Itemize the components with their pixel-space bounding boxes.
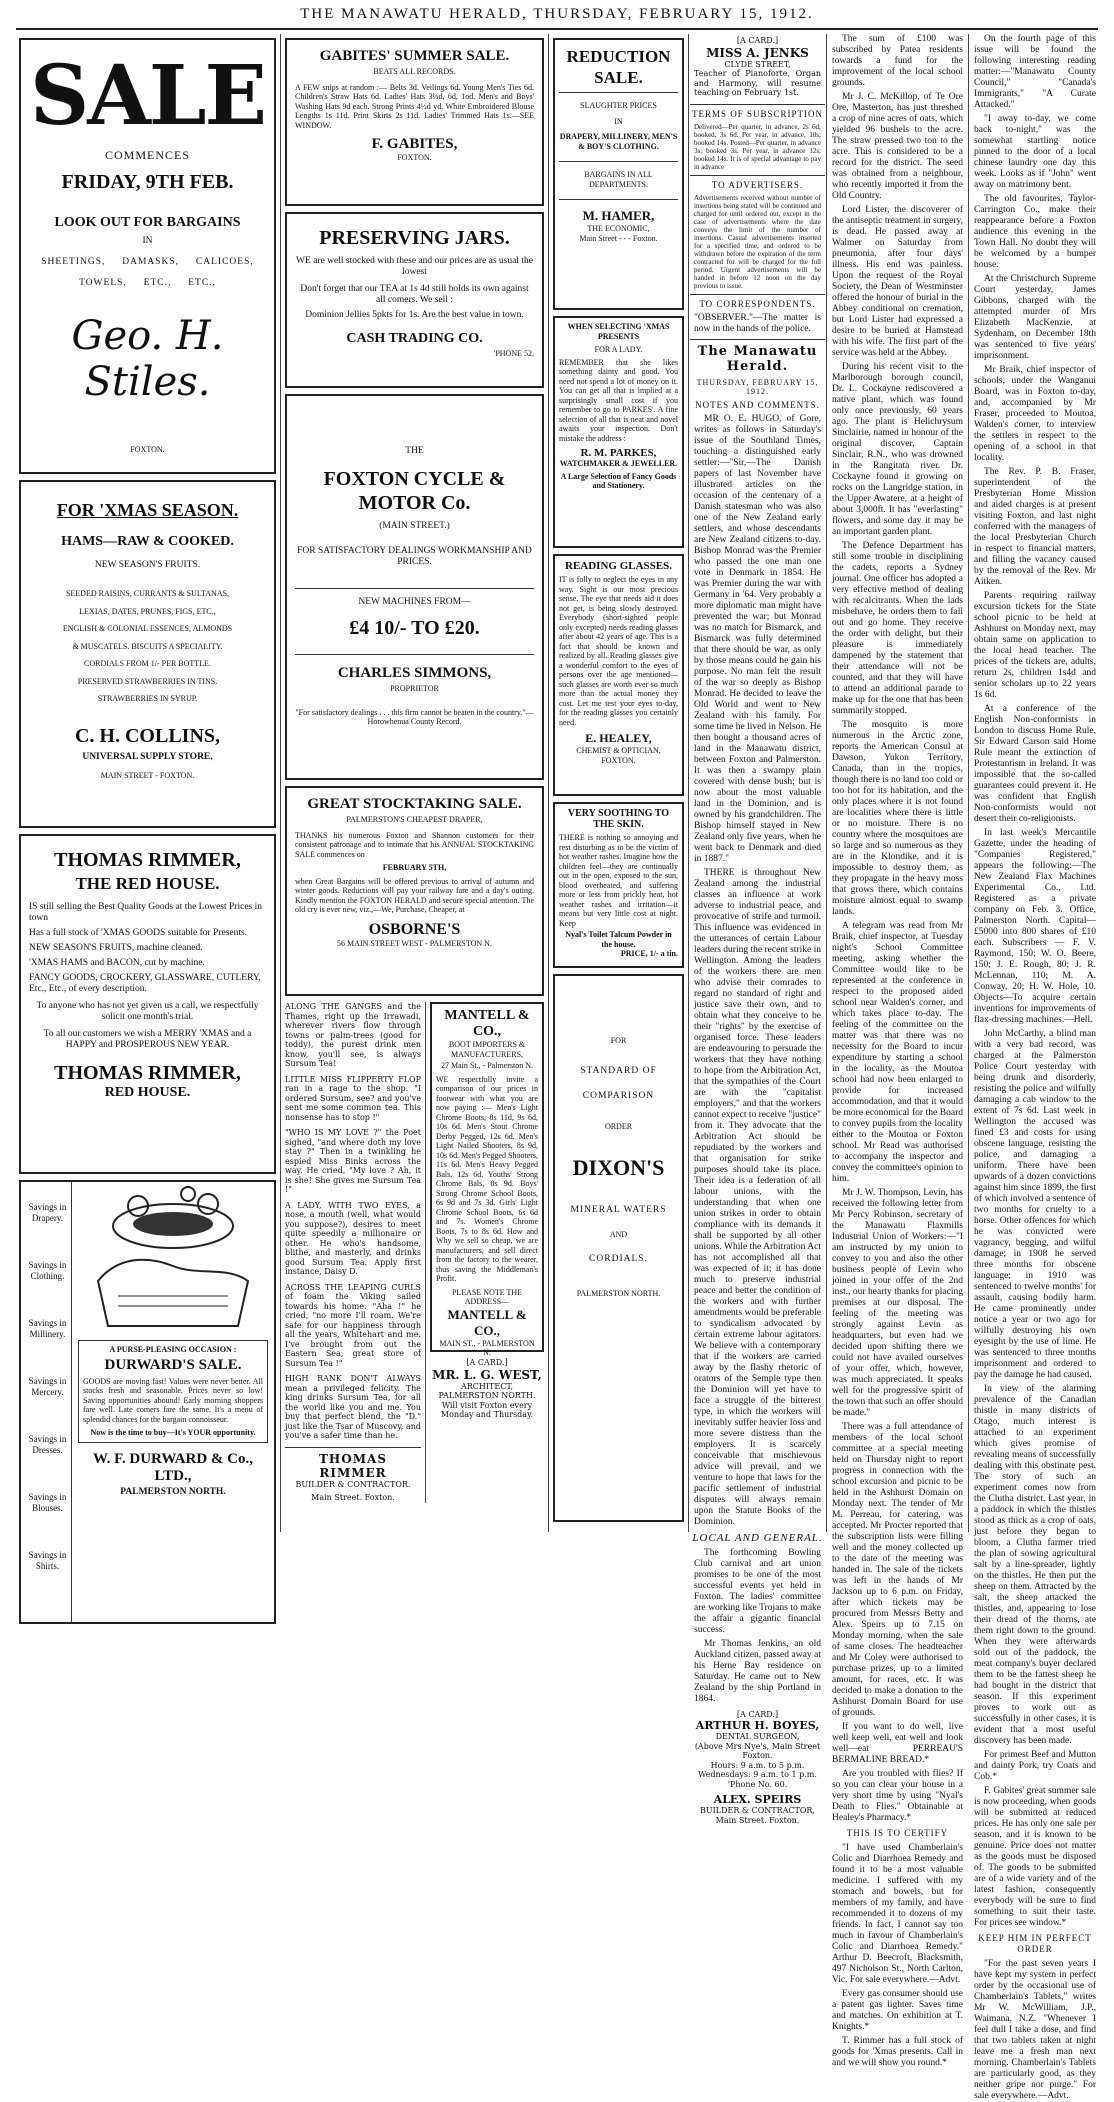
stock-name: OSBORNE'S bbox=[368, 920, 461, 938]
notes-para: THERE is throughout New Zealand among the industrial classes an influence at work adverse to industrial peace, and provocative of strife and turmoil. This influence was evidenced in the utterances of certain Labour leaders during the recent strike in Wellington. Among the leaders of the workers there are men who advise their comrades to regard no standard of right and justice save their own, and to obtain what they conceive to be their "rights" by the exercise of organised force. These leaders are endeavouring to persuade the workers that they have nothing to hope from the Arbitration Act, that the sympathies of the Court are with the "capitalist employers," and that the workers cannot expect to receive "justice" from it. They advocate that the Arbitration Act should be repudiated by the workers and that organisation for strike purposes should take its place. Their idea is a federation of all labour unions, with the understanding that when one union strikes in order to obtain compliance with its demands it shall be supported by all other unions. While the Arbitration Act has not accomplished all that was expected of it; it has done much to preserve industrial peace and better the condition of the workers and with further amendments would be preferable to syndicalism advocated by certain extreme labour agitators. We believe with a contemporary that if the workers are carried away by the flashy rhetoric of orators of the Semple type then the Dominion will yet have to face a struggle of the bitterest type, in which the workers will inevitably suffer heavier loss and more severe distress than the employers. It is scarcely conceivable that mischievous advice will prevail, and we venture to hope that laws for the pacific settlement of industrial disputes will always remain upon the Statute Books of the Dominion. bbox=[694, 867, 821, 1527]
news-para: "I have used Chamberlain's Colic and Diarrhoea Remedy and found it to be a most valuable medicine. I suffered with my stomach and bowels, but for members of my family, and have recommended it to dozens of my friends. In fact, I cannot say too much in favour of Chamberlain's Colic and Diarrhoea Remedy." Arthur D. Beecroft, Blacksmith, 497 Nicholson St., North Carlton, Vic. For sale everywhere.—Advt. bbox=[832, 1843, 963, 1985]
jenks-street: CLYDE STREET, bbox=[724, 59, 791, 69]
news-para: The Defence Department has still some trouble in disciplining the cadets, reports a Sydney journal. One officer has adopted a very effective method of dealing with recalcitrants. When the lads misbehave, he orders them to fall out and go home. They receive the order with delight, but their pleasure is immediately dampened by the statement that their attendance will not be counted, and that they will have to attend an additional parade to make up for the one that has been summarily stopped. bbox=[832, 541, 963, 716]
notes-para: MR O. E. HUGO, of Gore, writes as follows in Saturday's issue of the Southland Times, touching a distinguished early settler:—"Sir,—The Danish papers of last November have illustrated articles on the occasion of the centenary of a Danish statesman who was also one of the New Zealand early settlers, and whose descendants are New Zealand citizens to-day. Bishop Monrad was the Premier who passed the one man one vote in Denmark in 1854. He was Premier during the war with Germany in '64. Very probably a more diplomatic man might have prevented the war; but Monrad was no match for Bismarck, and Bismarck was fully determined that there should be war, as only by those means could he gain his purpose. No man felt the result of the war so deeply as Bishop Monrad. He decided to leave the Old World and went to New Zealand with his family. For some time he lived in Nelson. He then bought a thousand acres of land in the Manawatu district, between Foxton and Palmerston. It was then a swampy plain covered with dense bush; but is now about the most valuable land in the Dominion, and is owned by his grandchildren. The Bishop himself stayed in New Zealand only five years, when he went back to Denmark and died in 1887." bbox=[694, 413, 821, 864]
news-para: The old favourites, Taylor-Carrington Co., make their reappearance before a Foxton audience this evening in the Town Hall. No doubt they will be welcomed by a bumper house. bbox=[974, 194, 1096, 270]
savings-label: Savings in Clothing. bbox=[28, 1260, 67, 1281]
speirs-title: ALEX. SPEIRS bbox=[713, 1793, 802, 1806]
sale-items-1: SHEETINGS, DAMASKS, CALICOES, bbox=[41, 257, 254, 267]
collins-store: UNIVERSAL SUPPLY STORE, bbox=[82, 751, 213, 762]
durward-addr: PALMERSTON NORTH. bbox=[120, 1486, 226, 1497]
soothing-product: Nyal's Toilet Talcum Powder in the house. bbox=[565, 930, 672, 949]
cycle-quote: "For satisfactory dealings . . . this firm cannot be beaten in the country."—Horowhenua County Record. bbox=[295, 707, 534, 726]
foxton-cycle-ad bbox=[285, 394, 544, 780]
notes-body bbox=[690, 414, 825, 1528]
reduction-name: M. HAMER, bbox=[582, 208, 655, 223]
glasses-title: READING GLASSES. bbox=[565, 560, 672, 572]
mantell-ad bbox=[430, 1002, 544, 1357]
reduction-rule bbox=[559, 199, 678, 200]
boyes-card bbox=[690, 1708, 825, 1792]
news-para: The mosquito is more numerous in the Arctic zone, reports the American Consul at Dawson, Yukon Territory, Canada, than in the tropics, though there is no land too cold or too hot for its habitation, and the only places where it is not found are localities where there is little or no moisture. There is no country where the mosquitoes are so large and so numerous as they are in the Klondike, and it is impossible to destroy them, as they propagate in the heavy moss that grows there, which contains moisture almost equal to swamp lands. bbox=[832, 720, 963, 917]
stiles-signature: Geo. H. Stiles. bbox=[71, 313, 224, 405]
news-para: The sum of £100 was subscribed by Patea residents towards a fund for the improvement of the local school grounds. bbox=[832, 34, 963, 88]
jars-title: PRESERVING JARS. bbox=[319, 227, 510, 249]
column-divider bbox=[968, 34, 969, 1532]
mantell-addr-2: MAIN ST., - PALMERSTON N. bbox=[439, 1338, 535, 1357]
west-sub: ARCHITECT, bbox=[460, 1381, 514, 1391]
column-5 bbox=[828, 34, 967, 2068]
rimmer-p4: 'XMAS HAMS and BACON, cut by machine. bbox=[29, 958, 205, 968]
rimmer-house: THE RED HOUSE. bbox=[75, 874, 220, 893]
boyes-sub: DENTAL SURGEON, bbox=[715, 1732, 800, 1741]
section-rule bbox=[690, 104, 825, 105]
rimmer-red-house-ad bbox=[19, 834, 276, 1174]
cycle-prop: PROPRIETOR bbox=[390, 684, 439, 693]
jenks-card-label: [A CARD.] bbox=[736, 36, 779, 45]
herald-title: The Manawatu Herald. bbox=[697, 343, 818, 374]
collins-name: C. H. COLLINS, bbox=[74, 724, 221, 747]
rimmer-p5: FANCY GOODS, CROCKERY, GLASSWARE, CUTLERY, Etc., Etc., of every description. bbox=[29, 973, 261, 994]
jenks-card bbox=[690, 34, 825, 100]
cycle-street: (MAIN STREET.) bbox=[379, 521, 450, 531]
savings-labels bbox=[21, 1182, 72, 1622]
parkes-trade: WATCHMAKER & JEWELLER. bbox=[559, 459, 678, 468]
gabites-title: GABITES' SUMMER SALE. bbox=[319, 48, 510, 64]
news-para: Mr J. C. McKillop, of Te Ore Ore, Masterton, has just threshed a crop of nine acres of oats, which yielded 96 bushels to the acre. The straw pressed two ton to the acre. This is considered to be a record for the district. The seed was obtained from a neighbour, who recently imported it from the Old Country. bbox=[832, 92, 963, 201]
stock-date: FEBRUARY 5TH, bbox=[382, 863, 447, 872]
gabites-ad bbox=[285, 38, 544, 206]
jars-p2: Don't forget that our TEA at 1s 4d still holds its own against all comers. We sell : bbox=[300, 284, 529, 305]
durward-now: Now is the time to buy—It's YOUR opportunity. bbox=[90, 1428, 256, 1437]
mantell-title: MANTELL & CO., bbox=[444, 1008, 530, 1039]
reduction-addr: Main Street - - - Foxton. bbox=[579, 233, 658, 243]
mantell-addr: 27 Main St., - Palmerston N. bbox=[441, 1061, 533, 1070]
jars-p3: Dominion Jellies 5pkts for 1s. Are the best value in town. bbox=[305, 310, 524, 320]
jars-p1: WE are well stocked with these and our prices are as usual the lowest bbox=[296, 256, 533, 277]
sursum-ad: A LADY, WITH TWO EYES, a nose, a mouth (well, what would you suppose?), desires to meet quite speedily a millionaire or other. He who's handsome, blithe, and masterly, and drinks good Sursum Tea. Apply first instance, Daisy D. bbox=[285, 1200, 421, 1276]
xmas-line-2: LEXIAS, DATES, PRUNES, FIGS, ETC., bbox=[79, 606, 216, 616]
speirs-sub: BUILDER & CONTRACTOR, bbox=[700, 1806, 815, 1815]
sursum-ad: ALONG THE GANGES and the Thames, right up the Irrawadi, wherever rivers flow through towns or palm-trees (good for toddy), the purest drink men know, you'll see, is always Sursum Tea! bbox=[285, 1002, 421, 1068]
cycle-prices: £4 10/- TO £20. bbox=[349, 617, 480, 639]
gabites-place: FOXTON. bbox=[397, 153, 432, 162]
rimmer-title-2: THOMAS RIMMER, bbox=[54, 1062, 241, 1084]
keep-title: KEEP HIM IN PERFECT ORDER bbox=[978, 1933, 1092, 1954]
news-para: At the Christchurch Supreme Court yesterday, James Gibbons, charged with the attempted murder of Mrs Elizabeth MacKenzie, at Sydenham, on December 18th was sentenced to five years' imprisonment. bbox=[974, 274, 1096, 361]
west-title: MR. L. G. WEST, bbox=[432, 1367, 542, 1382]
correspondents-body: "OBSERVER."—The matter is now in the hands of the police. bbox=[694, 312, 821, 334]
collins-addr: MAIN STREET - FOXTON. bbox=[100, 770, 195, 780]
parkes-sel: A Large Selection of Fancy Goods and Stationery. bbox=[560, 471, 677, 490]
column-divider bbox=[688, 34, 689, 1532]
boyes-card-label: [A CARD.] bbox=[736, 1709, 779, 1719]
gabites-body: A FEW snips at random :— Belts 3d. Veilings 6d. Young Men's Ties 6d. Children's Straw Hats 6d. Ladies' Hats 3½d, 6d, 1od. Men's and Boys' Washing Hats 9d each. Strong Prints 4½d yd. White Embroidered Blouse Lengths 1s 11d. Print Skirts 2s 11d. Ladies' Trimmed Hats 1s.—SEE WINDOW. bbox=[295, 82, 534, 130]
durward-head: A PURSE-PLEASING OCCASION : bbox=[109, 1345, 237, 1354]
xmas-line-7: STRAWBERRIES IN SYRUP. bbox=[97, 694, 198, 703]
jars-name: CASH TRADING CO. bbox=[346, 331, 483, 346]
certify-title: THIS IS TO CERTIFY bbox=[846, 1828, 949, 1838]
boyes-title: ARTHUR H. BOYES, bbox=[695, 1719, 820, 1732]
west-place: PALMERSTON NORTH. bbox=[438, 1391, 536, 1400]
news-para: For primest Beef and Mutton and dainty Pork, try Coats and Cob.* bbox=[974, 1750, 1096, 1782]
reduction-rule bbox=[559, 92, 678, 93]
column-6 bbox=[970, 34, 1100, 2101]
dixon-waters: MINERAL WATERS bbox=[570, 1205, 667, 1215]
collins-xmas-ad bbox=[19, 480, 276, 828]
masthead: THE MANAWATU HERALD, THURSDAY, FEBRUARY 15, 1912. bbox=[300, 6, 814, 22]
durward-sale-ad bbox=[19, 1180, 276, 1624]
speirs-card bbox=[690, 1791, 825, 1827]
news-para: Mr Braik, chief inspector of schools, under the Wanganui Board, was in Foxton to-day, and, accompanied by Mr Fraser, proceeded to Moutoa, Walden's corner, to interview the settlers in respect to the opening of a school in that locality. bbox=[974, 365, 1096, 463]
durward-name: W. F. DURWARD & Co., LTD., bbox=[92, 1450, 254, 1484]
west-card-label: [A CARD.] bbox=[466, 1358, 508, 1367]
hamer-reduction-ad bbox=[553, 38, 684, 310]
terms-title: TERMS OF SUBSCRIPTION bbox=[691, 108, 824, 119]
local-body bbox=[690, 1548, 825, 1705]
column-divider bbox=[548, 34, 549, 1532]
gabites-sub: BEATS ALL RECORDS. bbox=[373, 67, 456, 76]
rimmer-house-2: RED HOUSE. bbox=[104, 1085, 191, 1100]
news-para: Every gas consumer should use a patent gas lighter. Saves time and matches. On exhibition at T. Knights.* bbox=[832, 1989, 963, 2032]
advert-body: Advertisements received without number of insertions being stated will be continued and charged for until ordered out, except in the case of advertisements where the date conveys the limit of the number of insertions. Casual advertisements inserted for a specified time, and ordered to be withdrawn before the expiration of the term contracted for will be charged for the full period. Urgent advertisements will be handed in before 12 noon on the day previous to issue. bbox=[694, 193, 821, 290]
news-para: In view of the alarming prevalence of the Canadian thistle in many districts of Otago, much interest is attached to an experiment which gives promise of revealing means of successfully dealing with this obstinate pest. The story of such an experiment comes now from the Clutha district. Last year, in a paddock in which the thistles stood as thick as a crop of oats, just before they began to bloom, a Clutha farmer tried the plan of sowing agricultural salt by a line-spreader, lightly on the thistles. He then put the sheep on them. Attracted by the salt, the sheep attacked the thistles, and, appearing to lose their dread of the thorns, ate them right down to the ground. When they were afterwards sold out of the paddock, the meat company's buyer declared them to be the fattest sheep he had bought in the district that season. If this experiment proves to work out as successfully in other cases, it is evident that a most useful discovery has been made. bbox=[974, 1384, 1096, 1746]
stock-p2: when Great Bargains will be offered previous to arrival of autumn and winter goods. Reductions will pay your railway fare and a day's outing. Kindly mention the FOXTON HERALD and secure special attention. The old cry is ever new, viz.,—We, Purchase, Cheaper, at bbox=[295, 876, 534, 914]
cash-trading-ad bbox=[285, 212, 544, 388]
dixon-comparison: COMPARISON bbox=[582, 1090, 655, 1101]
news-para: Parents requiring railway excursion tickets for the State school picnic to be held at Ashhurst on Monday next, may obtain same on application to the local head teacher. The prices of the tickets are, adults, return 2s, children 1s4d and senior scholars up to 22 years 1s 6d. bbox=[974, 591, 1096, 700]
mantell-note: PLEASE NOTE THE ADDRESS— bbox=[451, 1287, 523, 1306]
sale-place: FOXTON. bbox=[130, 445, 165, 454]
mantell-and-west bbox=[426, 1002, 544, 1503]
glasses-body: IT is folly to neglect the eyes in any way. Sight is our most precious sense. The eye that needs aid it does not get, is being slowly destroyed. Everybody (short-sighted people only excepted) needs reading glasses after about 42 years of age. This is a fact that should be known and realized by all. Reading glasses give a wonderful comfort to the eyes of persons over the age mentioned—such glasses are worth ever so much more than the actual money they cost. Let me test your eyes to-day, for the reading glasses you certainly need. bbox=[559, 575, 678, 727]
news-para: At a conference of the English Non-conformists in London to discuss Home Rule, Sir Edward Carson said Home Rule meant the extinction of Protestantism in Ireland. It was impossible that the so-called guarantees could prevent it. He was confident that English Non-conformists would not desert their co-religionists. bbox=[974, 704, 1096, 824]
sale-lookout: LOOK OUT FOR BARGAINS bbox=[54, 215, 241, 230]
cycle-rule bbox=[295, 588, 534, 589]
reduction-rule bbox=[559, 161, 678, 162]
cycle-rule bbox=[295, 654, 534, 655]
section-rule bbox=[690, 339, 825, 340]
news-para: F. Gabites' great summer sale is now proceeding, when goods will be submitted at reduced prices. He has only one sale per season, and it is known to be genuine. Price does not matter as the goods must be disposed of. The goods to be submitted are of a wide variety and of the latest fashion, consequently everybody will be sure to find something to suit their taste. For prices see window.* bbox=[974, 1786, 1096, 1928]
glasses-trade: CHEMIST & OPTICIAN, bbox=[576, 746, 661, 755]
news-column-6 bbox=[970, 34, 1100, 2102]
news-para: A telegram was read from Mr Braik, chief inspector, at Tuesday night's School Committee meeting, asking whether the Committee would like to be represented at the conference in respect to the proposed aided school near Walden's corner, and which takes place to-day. The feeling of the committee on the matter was that there was no necessity for the Board to incur expenditure by starting a school in the locality, as the Moutoa school had now been enlarged to provide for increased accommodation, and that it would be more economical for the Board to convey pupils from the locality either to the Moutoa or Foxton school. Mr Read was authorised to accompany the inspector and convey the committee's opinion to him. bbox=[832, 921, 963, 1184]
stiles-sale-ad bbox=[19, 38, 276, 474]
boyes-phone: 'Phone No. 60. bbox=[727, 1779, 788, 1789]
jenks-body: Teacher of Pianoforte, Organ and Harmony, will resume teaching on February 1st. bbox=[694, 69, 821, 97]
sale-in: IN bbox=[142, 236, 153, 246]
news-para: There was a full attendance of members of the local school committee at a special meeting held on Thursday night to report progress in connection with the school excursion and picnic to be held in the Ashhurst Domain on Monday next. The tender of Mr M. Perreau, for catering, was accepted. Mr Procter reported that the subscription lists were filling well and the money collected up to the date of the meeting was handed in. The sale of the tickets was left in the hands of Mr Jackson up to 6 p.m. on Friday, after which tickets may be procured from Messrs Betty and Alex. Speirs up to 7.15 on Monday morning, when the sale of same closes. The headteacher and Mr Coley were authorised to purchase prizes, up to a limited amount, for races, etc. It was decided to make a donation to the Ashhurst Domain Board for use of grounds. bbox=[832, 1422, 963, 1718]
news-column-5 bbox=[828, 34, 967, 2069]
herald-date: THURSDAY, FEBRUARY 15, 1912. bbox=[696, 377, 819, 396]
parkes-lady: FOR A LADY. bbox=[594, 345, 643, 354]
news-para: The Rev. P. B. Fraser, superintendent of the Presbyterian Home Mission and aided charges is at present visiting Foxton, and last night conferred with the managers of the local Presbyterian Church in respect to financial matters, and filling the vacancy caused by the removal of the Rev. Mr Aitken. bbox=[974, 467, 1096, 587]
rimmer-builder-sub: BUILDER & CONTRACTOR. bbox=[295, 1479, 411, 1489]
mantell-body: WE respectfully invite a comparison of our prices in footwear with what you are now paying :— Men's Light Chrome Boots, 8s 11d, 9s 6d, 10s 6d. Men's Stout Chrome Derby Pegged, 12s 6d. Men's Light Nailed Shooters, 8s 9d, 10s 6d. Men's Pegged Shooters, 11s 6d. Men's Heavy Pegged Bals, 12s 6d. Youths' Strong Chrome Bals, 8s 9d. Boys' Strong Chrome School Boots, 6s 9d and 7s 3d. Girls' Light Chrome School Boots, 6s 6d and 7s. Women's Chrome Boots, 7s to 8s 6d. How and Why we sell so cheap, we are manufacturers, and sell direct from the factory to the wearer, thus saving the Middleman's Profit. bbox=[436, 1074, 538, 1283]
news-para: Lord Lister, the discoverer of the antiseptic treatment in surgery, is dead. He passed away at Walmer on Saturday from pneumonia, after four days' illness. His end was painless. Upon the request of the Royal Society, the Dean of Westminster offered the honour of burial in the Abbey conditional on cremation, but Lord Lister had expressed a desire to be buried at Hamstead with his wife. The first part of the service was held at the Abbey. bbox=[832, 205, 963, 358]
mantell-title-2: MANTELL & CO., bbox=[447, 1306, 527, 1338]
west-card bbox=[430, 1358, 544, 1420]
parkes-body: REMEMBER that she likes something dainty and good. You need not spend a lot of money on it. You can get all that is implied at a surprisingly small cost if you remember to go to PARKES'. A fine selection of all that is neat and novel awaits your inspection. Don't mistake the address : bbox=[559, 357, 678, 443]
mantell-sub: BOOT IMPORTERS & MANUFACTURERS, bbox=[448, 1040, 526, 1059]
local-title: LOCAL AND GENERAL. bbox=[692, 1531, 823, 1544]
xmas-line-6: PRESERVED STRAWBERRIES IN TINS. bbox=[77, 676, 218, 686]
soothing-body: THERE is nothing so annoying and rest disturbing as to be the victim of hot weather rashes. Imagine how the children feel—they are continually out in the open, exposed to the sun, blood overheated, and suffering more or less from prickly heat, hot weather rashes and irritation—it means but very little cost at night. Keep bbox=[559, 833, 678, 928]
dixon-name: DIXON'S bbox=[572, 1155, 665, 1180]
nyal-talcum-ad bbox=[553, 802, 684, 968]
sale-date: FRIDAY, 9TH FEB. bbox=[61, 171, 234, 193]
stock-title: GREAT STOCKTAKING SALE. bbox=[307, 796, 522, 812]
glasses-name: E. HEALEY, bbox=[585, 731, 652, 745]
durward-body: GOODS are moving fast! Values were never better. All stocks fresh and seasonable. Prices never so low! Saving opportunities abound! Early morning shoppers fare well. Late comers fare the same. It's a menu of splendid chances for the bargain connoisseur. bbox=[83, 1376, 263, 1424]
news-para: T. Rimmer has a full stock of goods for 'Xmas presents. Call in and we will show you round.* bbox=[832, 2036, 963, 2068]
rimmer-p2: Has a full stock of 'XMAS GOODS suitable for Presents. bbox=[29, 928, 248, 938]
terms-body: Delivered—Per quarter, in advance, 2s 6d; booked, 3s 6d. Per year, in advance, 10s; booked 14s. Posted—Per quarter, in advance 3s; booked 3s. Per year, in advance 12s; booked 14s. It is of special advantage to pay in advance bbox=[694, 122, 821, 171]
parkes-ad bbox=[553, 316, 684, 548]
dixon-ad bbox=[553, 974, 684, 1522]
dixon-and: AND bbox=[609, 1230, 628, 1239]
xmas-line-3: ENGLISH & COLONIAL ESSENCES, ALMONDS bbox=[62, 624, 233, 633]
stock-sub: PALMERSTON'S CHEAPEST DRAPER, bbox=[346, 815, 483, 824]
savings-label: Savings in Shirts. bbox=[28, 1550, 67, 1571]
xmas-line-1: SEEDED RAISINS, CURRANTS & SULTANAS, bbox=[65, 589, 230, 598]
local-para: Mr Thomas Jenkins, an old Auckland citizen, passed away at his Herne Bay residence on Saturday. He came out to New Zealand by the ship Portland in 1864. bbox=[694, 1638, 821, 1704]
reduction-econ: THE ECONOMIC, bbox=[587, 224, 650, 233]
durward-title: DURWARD'S SALE. bbox=[104, 1356, 242, 1373]
gabites-name: F. GABITES, bbox=[371, 136, 458, 152]
notes-title: NOTES AND COMMENTS. bbox=[695, 399, 820, 410]
reduction-in: IN bbox=[614, 116, 623, 126]
boyes-hours: Hours: 9 a.m. to 5 p.m. Wednesdays: 9 a.m. to 1 p.m. bbox=[698, 1760, 817, 1779]
advert-title: TO ADVERTISERS. bbox=[711, 179, 804, 190]
reduction-items: DRAPERY, MILLINERY, MEN'S & BOY'S CLOTHING. bbox=[559, 132, 678, 151]
soothing-price: PRICE, 1/- a tin. bbox=[620, 949, 678, 958]
parkes-head: WHEN SELECTING 'XMAS PRESENTS bbox=[567, 322, 670, 341]
column-4 bbox=[690, 34, 825, 1825]
section-rule bbox=[690, 175, 825, 176]
news-para: In last week's Mercantile Gazette, under the heading of "Companies Registered," appears the following:—The New Zealand Flax Machines Experimental Co., Ltd. Registered as a private company on Feb. 3. Office, Palmerston North. Capital—£5000 into 800 shares of £10 each. Subscribers — F. V. Raymond, 150; W. O. Beere, 150; J. E. Rough, 80; J. R. McLennan, 110; M. A. Conway, 20; H. W. Hole, 10. Objects—To acquire certain inventions for improvements of flax-dressing machines.—Hell. bbox=[974, 828, 1096, 1025]
jars-phone: 'PHONE 52. bbox=[493, 349, 534, 358]
local-para: The forthcoming Bowling Club carnival and art union promises to be one of the most successful events yet held in Foxton. The ladies' committee are working like Trojans to make the affair a gigantic financial success. bbox=[694, 1547, 821, 1635]
cycle-machines: NEW MACHINES FROM— bbox=[358, 597, 471, 607]
news-para: During his recent visit to the Marlborough borough council, Dr. L. Cockayne rediscovered a native plant, which was found only once previously, 60 years ago. The plant is Helichrysum Sinclairie, named in honour of the original discover, Captain Sinclair, R.N., who was drowned in the Rangitata river. Dr. Cockayne found it growing on rocks on the Langridge station, in the Upper Awatere, at a height of about 3,000ft. It has "everlasting" flowers, and some day it may be an important garden plant. bbox=[832, 362, 963, 537]
news-para: Mr J. W. Thompson, Levin, has received the following letter from Mr Percy Robinson, secretary of the Manawatu Flaxmills Industrial Union of Workers:—"I am instructed by my union to convey to you and also the other business people of Levin who joined in your offer of the 2nd inst., our hearty thanks for placing premises at our disposal. The feeling of the meeting was strongly against Levin as headquarters, but even had we decided upon shifting there we could not have availed ourselves of your offer, which, however, was much appreciated. It speaks well for the progressive spirit of the town that such an offer should be made." bbox=[832, 1188, 963, 1418]
savings-label: Savings in Dresses. bbox=[28, 1434, 67, 1455]
speirs-addr: Main Street. Foxton. bbox=[715, 1815, 800, 1825]
dixon-cordials: CORDIALS. bbox=[589, 1253, 648, 1264]
cycle-p1: FOR SATISFACTORY DEALINGS WORKMANSHIP AND PRICES. bbox=[297, 546, 532, 567]
sursum-ad: HIGH RANK DON'T ALWAYS mean a privileged felicity. The king drinks Sursum Tea, for all the world like you and me. You buy that perfect blend, the "D." just like the Tsar of Muscovy, and you've a safer time than he. bbox=[285, 1374, 421, 1440]
news-para: If you want to do well, live well keep well, eat well and look well—eat PERREAU'S BERMALINE BREAD.* bbox=[832, 1722, 963, 1765]
rimmer-p7: To all our customers we wish a MERRY 'XMAS and a HAPPY and PROSPEROUS NEW YEAR. bbox=[43, 1029, 252, 1050]
purse-coins-illustration bbox=[78, 1186, 268, 1336]
news-para: On the fourth page of this issue will be found the following interesting reading matter:—"Manawatu County Council," "Canada's Immigrants," "A Curate Attacked." bbox=[974, 34, 1096, 110]
xmas-fruits: NEW SEASON'S FRUITS. bbox=[94, 560, 201, 570]
xmas-hams: HAMS—RAW & COOKED. bbox=[61, 534, 234, 549]
reduction-sub: SLAUGHTER PRICES bbox=[580, 101, 657, 110]
section-rule bbox=[690, 294, 825, 295]
column-2 bbox=[282, 34, 547, 1532]
rimmer-title: THOMAS RIMMER, bbox=[54, 849, 241, 871]
sale-items-2: TOWELS, ETC., ETC., bbox=[79, 278, 216, 288]
news-para: "I away to-day, we come back to-night," was the somewhat startling notice pinned to the door of a local chinese laundry one day this week. Looks as if "John" went away on matrimony bent. bbox=[974, 114, 1096, 190]
savings-label: Savings in Mercery. bbox=[28, 1376, 67, 1397]
sursum-tea-ads bbox=[285, 1002, 426, 1503]
sale-title: SALE bbox=[30, 48, 265, 144]
rimmer-builder-rule bbox=[285, 1447, 421, 1448]
rimmer-p1: IS still selling the Best Quality Goods at the Lowest Prices in town bbox=[29, 902, 262, 923]
sursum-ad: "WHO IS MY LOVE ?" the Poet sighed, "and where doth my love stay ?" Then in a twinkling he espied Miss Binks across the way. He cried, "My love ? Ah, it is she! She gives me Sursum Tea !" bbox=[285, 1128, 421, 1194]
parkes-name: R. M. PARKES, bbox=[580, 447, 657, 459]
masthead-rule bbox=[16, 28, 1098, 30]
cycle-title: FOXTON CYCLE & MOTOR Co. bbox=[323, 468, 506, 514]
rimmer-builder: THOMAS RIMMER bbox=[319, 1451, 387, 1480]
xmas-line-4: & MUSCATELS. BISCUITS A SPECIALITY. bbox=[72, 641, 223, 651]
xmas-line-5: CORDIALS FROM 1/- PER BOTTLE. bbox=[84, 659, 211, 668]
cycle-the: THE bbox=[405, 446, 424, 456]
dixon-standard: STANDARD OF bbox=[580, 1065, 657, 1076]
savings-label: Savings in Blouses. bbox=[28, 1492, 67, 1513]
osborne-stocktaking-ad bbox=[285, 786, 544, 996]
reduction-title: REDUCTION SALE. bbox=[566, 47, 671, 87]
column-3 bbox=[550, 34, 687, 1532]
boyes-addr: (Above Mrs Nye's, Main Street Foxton. bbox=[694, 1741, 821, 1760]
column-1 bbox=[16, 34, 279, 1571]
correspondents-title: TO CORRESPONDENTS. bbox=[699, 298, 816, 309]
news-para: John McCarthy, a blind man with a very bad record, was charged at the Palmerston Police Court yesterday with being drunk and disorderly, resisting the police and wilfully damaging a cab window to the extent of 7s 6d. Last week in Wellington the accused was fined £3 and costs for using obscene language, resisting the police, and damaging a uniform. There have been upwards of a dozen convictions against him since 1899, the first of which involved a sentence of two months for cruelty to a horse. Other offences for which he was convicted were vagrancy, begging, and wilful damage; in 1908 he served three months for obscene language; in 1910 was sentenced to twelve months' for assault, causing bodily harm. He came prominently under notice a year or two ago for wilfully destroying his own eyesight by the use of lime. He was sentenced to three months imprisonment and ordered to pay the damage he had caused. bbox=[974, 1029, 1096, 1380]
column-divider bbox=[826, 34, 827, 1532]
savings-label: Savings in Drapery. bbox=[28, 1202, 67, 1223]
rimmer-builder-addr: Main Street. Foxton. bbox=[311, 1493, 395, 1502]
news-para: Are you troubled with flies? If so you can clear your house in a very short time by using "Nyal's Death to Flies." Obtainable at Healey's Pharmacy.* bbox=[832, 1769, 963, 1823]
sursum-ad: LITTLE MISS FLIPPERTY FLOP ran in a rage to the shop. "I ordered Sursum, see? and you've sent me some common tea. This nonsense has to stop !" bbox=[285, 1074, 421, 1122]
reduction-bargains: BARGAINS IN ALL DEPARTMENTS. bbox=[584, 170, 653, 189]
jenks-title: MISS A. JENKS bbox=[706, 45, 809, 60]
xmas-title: FOR 'XMAS SEASON. bbox=[56, 500, 239, 520]
rimmer-p3: NEW SEASON'S FRUITS, machine cleaned. bbox=[29, 943, 203, 953]
column-divider bbox=[280, 34, 281, 1532]
dixon-order: ORDER bbox=[604, 1121, 633, 1131]
sursum-ad: ACROSS THE LEAPING CURLS of foam the Viking sailed towards his home. "Aha !" he cried, "no more I'll roam. We're safe for our happiness through all the years, Whitehart and me. I've brought from out the Eastern Sea, great store of Sursum Tea !" bbox=[285, 1282, 421, 1368]
lower-ads-row bbox=[285, 1002, 544, 1503]
stock-p1: THANKS his numerous Foxton and Shannon customers for their consistent patronage and to intimate that his ANNUAL STOCKTAKING SALE commences on bbox=[295, 830, 534, 859]
west-body: Will visit Foxton every Monday and Thursday. bbox=[440, 1400, 534, 1419]
savings-label: Savings in Millinery. bbox=[28, 1318, 67, 1339]
soothing-title: VERY SOOTHING TO THE SKIN. bbox=[567, 808, 670, 830]
sale-commences: COMMENCES bbox=[104, 148, 190, 162]
dixon-for: FOR bbox=[610, 1036, 627, 1045]
stock-addr: 56 MAIN STREET WEST - PALMERSTON N. bbox=[337, 938, 492, 948]
dixon-place: PALMERSTON NORTH. bbox=[576, 1288, 661, 1298]
news-para: "For the past seven years I have kept my system in perfect order by the occasional use of Chamberlain's Tablets," writes Mr W. McWilliam, J.P., Waimana, N.Z. "Whenever I feel dull I take a dose, and find that two tablets taken at night leave me a fresh man next morning. Chamberlain's Tablets are particularly good, as they neither gripe nor purge." For sale everywhere.—Advt. bbox=[974, 1959, 1096, 2101]
healey-glasses-ad bbox=[553, 554, 684, 796]
rimmer-p6: To anyone who has not yet given us a call, we respectfully solicit one month's trial. bbox=[36, 1001, 259, 1022]
cycle-name: CHARLES SIMMONS, bbox=[337, 665, 492, 681]
glasses-place: FOXTON. bbox=[601, 755, 636, 765]
